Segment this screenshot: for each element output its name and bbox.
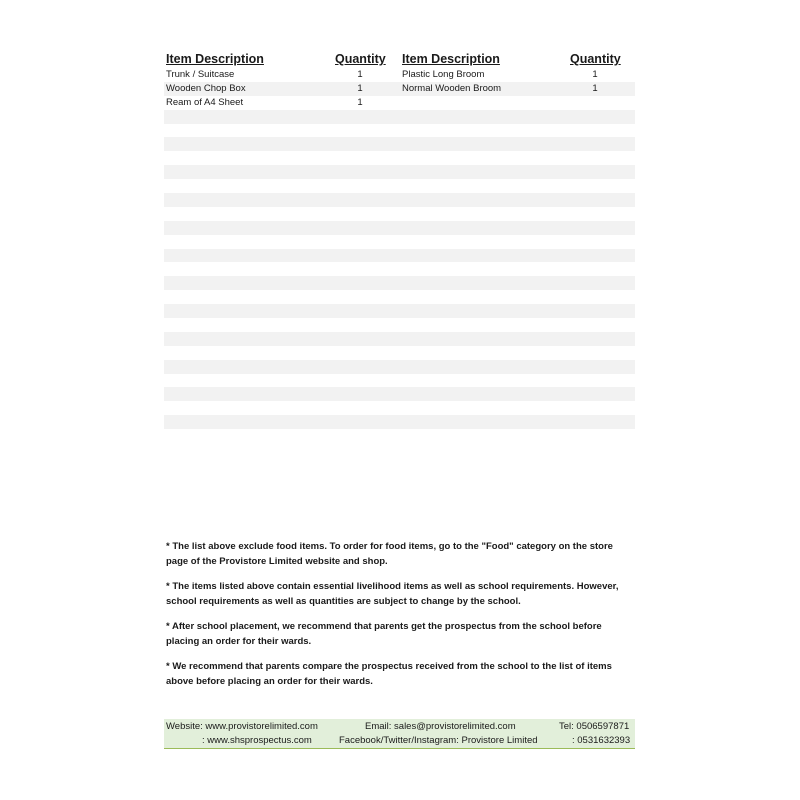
- item-description-right: Normal Wooden Broom: [402, 82, 502, 94]
- table-row: [164, 151, 635, 165]
- table-row: [164, 207, 635, 221]
- footer-tel: Tel: 0506597871: [559, 721, 630, 732]
- table-row: [164, 124, 635, 138]
- table-row: [164, 221, 635, 235]
- table-row: [164, 332, 635, 346]
- table-row: [164, 290, 635, 304]
- note-prospectus: * After school placement, we recommend that parents get the prospectus from the school before placing an order for their wards.: [166, 621, 602, 647]
- table-row: [164, 360, 635, 374]
- quantity-left: 1: [357, 96, 363, 108]
- table-row: [164, 415, 635, 429]
- table-row: [164, 96, 635, 110]
- item-description-left: Wooden Chop Box: [166, 82, 246, 94]
- table-row: [164, 110, 635, 124]
- quantity-left: 1: [357, 82, 363, 94]
- header-item-description-left: Item Description: [166, 52, 264, 66]
- table-row: [164, 374, 635, 388]
- table-row: [164, 68, 635, 82]
- table-row: [164, 304, 635, 318]
- footer-tel-alt: : 0531632393: [572, 735, 631, 746]
- table-row: [164, 165, 635, 179]
- table-row: [164, 262, 635, 276]
- table-row: [164, 137, 635, 151]
- header-quantity-right: Quantity: [570, 52, 621, 66]
- table-row: [164, 387, 635, 401]
- item-description-left: Trunk / Suitcase: [166, 69, 235, 80]
- header-item-description-right: Item Description: [402, 52, 500, 66]
- table-row: [164, 82, 635, 96]
- footer-website: Website: www.provistorelimited.com: [166, 721, 318, 732]
- header-quantity-left: Quantity: [335, 52, 386, 66]
- note-food-exclusion: * The list above exclude food items. To order for food items, go to the "Food" category on the store page of the Provistore Limited website and shop.: [166, 541, 613, 567]
- table-row: [164, 346, 635, 360]
- table-row: [164, 318, 635, 332]
- quantity-right: 1: [592, 82, 598, 94]
- table-row: [164, 429, 635, 443]
- table-row: [164, 401, 635, 415]
- table-row: [164, 276, 635, 290]
- notes-section: [166, 540, 636, 700]
- quantity-right: 1: [592, 69, 598, 80]
- quantity-left: 1: [357, 69, 363, 80]
- table-row: [164, 193, 635, 207]
- items-table: [164, 52, 635, 108]
- footer-email: Email: sales@provistorelimited.com: [365, 721, 516, 732]
- table-row: [164, 249, 635, 263]
- note-compare: * We recommend that parents compare the prospectus received from the school to the list of items above before placing an order for their wards.: [166, 661, 612, 687]
- table-header: [164, 52, 635, 68]
- table-body: [164, 68, 635, 443]
- table-row: [164, 235, 635, 249]
- footer-website-alt: : www.shsprospectus.com: [202, 735, 312, 746]
- table-row: [164, 179, 635, 193]
- contact-footer: [164, 719, 635, 749]
- item-description-left: Ream of A4 Sheet: [166, 96, 244, 108]
- footer-social: Facebook/Twitter/Instagram: Provistore Limited: [339, 735, 538, 746]
- item-description-right: Plastic Long Broom: [402, 69, 485, 80]
- note-requirements: * The items listed above contain essential livelihood items as well as school requirements. However, school requirements as well as quantities are subject to change by the school.: [166, 581, 619, 607]
